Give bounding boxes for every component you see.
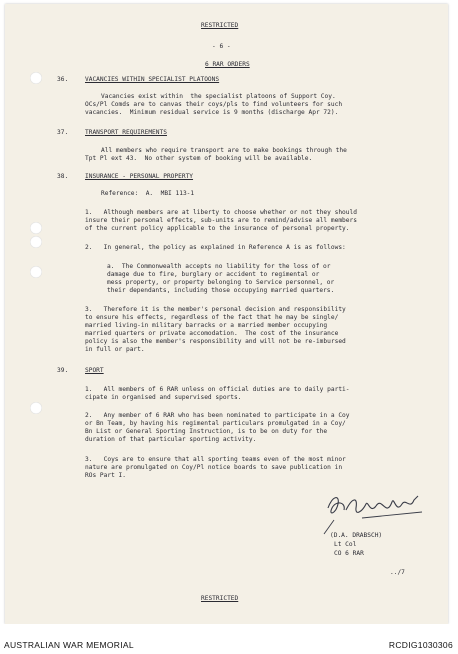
paragraph-line: mess property, or property belonging to Service personnel, or	[107, 279, 335, 286]
archive-name: AUSTRALIAN WAR MEMORIAL	[4, 640, 134, 650]
paragraph-line: Tpt Pl ext 43. No other system of booking will be available.	[85, 155, 313, 162]
paragraph-line: their dependants, including those occupying married quarters.	[107, 287, 335, 294]
continuation-marker: ../7	[390, 569, 405, 576]
paragraph-line: 1. All members of 6 RAR unless on official duties are to daily parti-	[85, 386, 350, 393]
paragraph-line: 2. Any member of 6 RAR who has been nominated to participate in a Coy	[85, 412, 350, 419]
section-title: SPORT	[85, 367, 104, 374]
paragraph-line: vacancies. Minimum residual service is 9 months (discharge Apr 72).	[85, 109, 339, 116]
section-title: VACANCIES WITHIN SPECIALIST PLATOONS	[85, 76, 220, 83]
section-number: 38.	[57, 173, 69, 180]
section-number: 36.	[57, 76, 69, 83]
paragraph-line: damage due to fire, burglary or accident to regimental or	[107, 271, 320, 278]
paragraph-line: Vacancies exist within the specialist platoons of Support Coy.	[101, 93, 336, 100]
paragraph-line: policy is also the member's responsibility and will not be re-imbursed	[85, 338, 346, 345]
paragraph-line: 3. Therefore it is the member's personal decision and responsibility	[85, 306, 346, 313]
paragraph-line: a. The Commonwealth accepts no liability for the loss of or	[107, 263, 331, 270]
paragraph-line: duration of that particular sporting activity.	[85, 436, 257, 443]
paragraph-line: of the current policy applicable to the insurance of personal property.	[85, 225, 350, 232]
signatory-rank: Lt Col	[334, 541, 357, 548]
paragraph-line: All members who require transport are to make bookings through the	[101, 147, 347, 154]
paragraph-line: married quarters or private accomodation. The cost of the insurance	[85, 330, 339, 337]
paragraph-line: Bn List or General Sporting Instruction, is to be on duty for the	[85, 428, 328, 435]
archive-reference: RCDIG1030306	[388, 640, 453, 650]
page-number: - 6 -	[212, 43, 231, 50]
reference-line: Reference: A. MBI 113-1	[101, 190, 195, 197]
paragraph-line: in full or part.	[85, 346, 145, 353]
signatory-appointment: CO 6 RAR	[334, 550, 364, 557]
classification-top: RESTRICTED	[201, 22, 239, 29]
archive-footer	[0, 624, 458, 654]
punch-hole	[30, 236, 42, 248]
handwritten-signature	[322, 488, 432, 536]
signatory-name: (D.A. DRABSCH)	[330, 532, 383, 539]
paragraph-line: 1. Although members are at liberty to choose whether or not they should	[85, 209, 357, 216]
paragraph-line: 2. In general, the policy as explained in Reference A is as follows:	[85, 244, 346, 251]
paragraph-line: cipate in organised and supervised sports.	[85, 394, 242, 401]
paragraph-line: or Bn Team, by having his regimental particulars promulgated in a Coy/	[85, 420, 346, 427]
section-title: TRANSPORT REQUIREMENTS	[85, 129, 167, 136]
paragraph-line: 3. Coys are to ensure that all sporting teams even of the most minor	[85, 456, 346, 463]
section-title: INSURANCE - PERSONAL PROPERTY	[85, 173, 194, 180]
paragraph-line: nature are promulgated on Coy/Pl notice boards to save publication in	[85, 464, 343, 471]
paragraph-line: married living-in military barracks or a married member occupying	[85, 322, 328, 329]
paragraph-line: insure their personal effects, sub-units are to remind/advise all members	[85, 217, 357, 224]
punch-hole	[30, 402, 42, 414]
punch-hole	[30, 266, 42, 278]
section-number: 39.	[57, 367, 69, 374]
paragraph-line: ROs Part I.	[85, 472, 126, 479]
punch-hole	[30, 222, 42, 234]
classification-bottom: RESTRICTED	[201, 595, 239, 602]
paragraph-line: to ensure his effects, regardless of the fact that he may be single/	[85, 314, 339, 321]
punch-hole	[30, 72, 42, 84]
orders-title: 6 RAR ORDERS	[205, 61, 250, 68]
document-page	[5, 4, 448, 624]
section-number: 37.	[57, 129, 69, 136]
paragraph-line: OCs/Pl Comds are to canvas their coys/pls to find volunteers for such	[85, 101, 343, 108]
